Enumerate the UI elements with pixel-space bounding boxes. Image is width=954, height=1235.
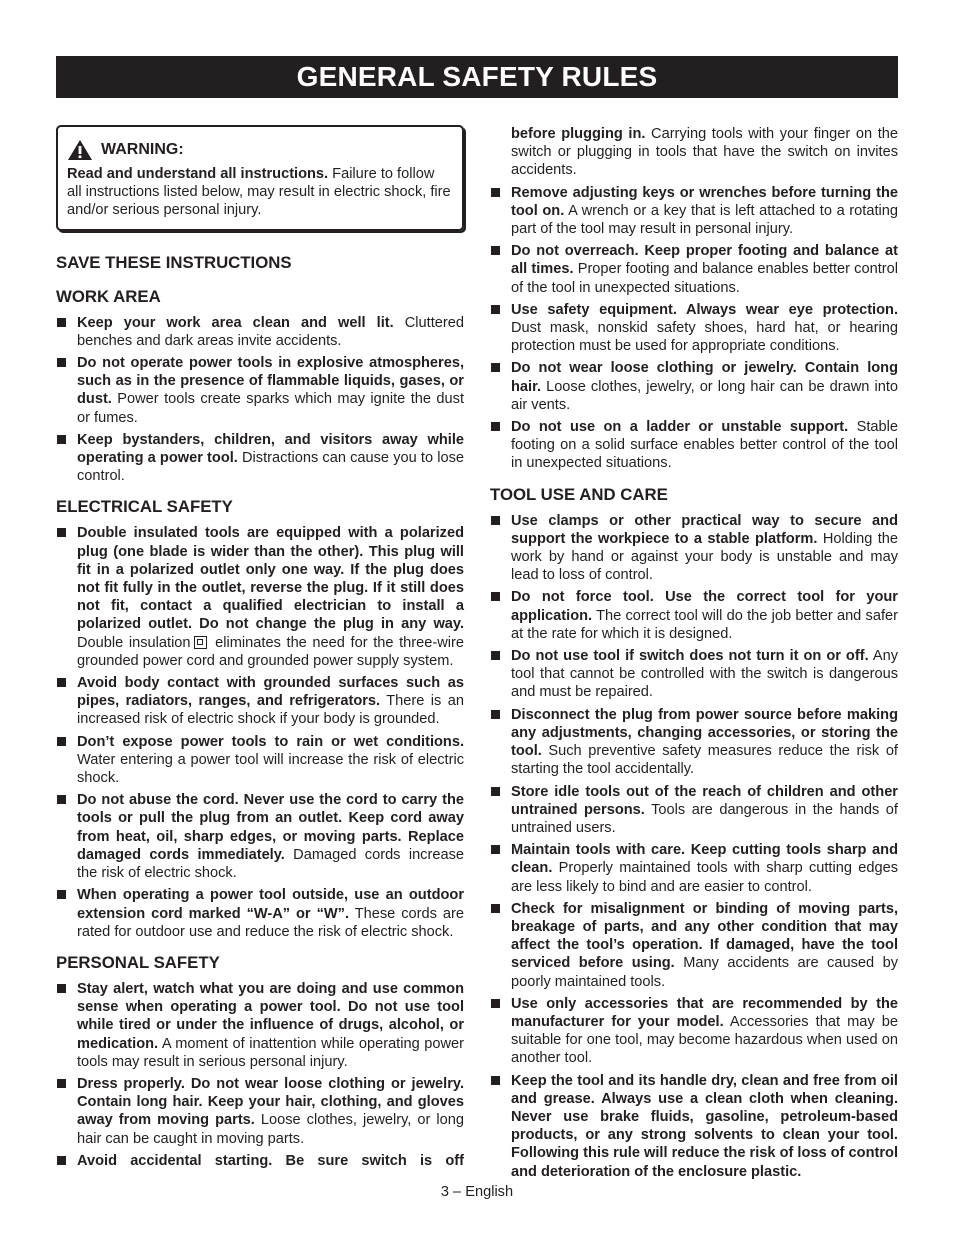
- left-column: [56, 125, 464, 1174]
- tool-use-heading: TOOL USE AND CARE: [490, 484, 668, 504]
- page-title: GENERAL SAFETY RULES: [56, 56, 898, 98]
- list-item: Do not abuse the cord. Never use the cord to carry the tools or pull the plug from an outlet. Keep cord away from heat, oil, sharp edges, or moving parts. Replace damaged cords immediately. Damaged cords increase the risk of electric shock.: [56, 791, 464, 882]
- electrical-safety-list: [56, 524, 464, 940]
- list-item: Remove adjusting keys or wrenches before turning the tool on. A wrench or a key that is left attached to a rotating part of the tool may result in personal injury.: [490, 184, 898, 239]
- bullet-icon: [57, 435, 66, 444]
- bullet-icon: [57, 1079, 66, 1088]
- personal-safety-list-continued: [490, 184, 898, 473]
- list-item: Avoid accidental starting. Be sure switch is off: [56, 1152, 464, 1170]
- bullet-icon: [491, 516, 500, 525]
- bullet-icon: [491, 999, 500, 1008]
- list-item: Check for misalignment or binding of moving parts, breakage of parts, and any other condition that may affect the tool’s operation. If damaged, have the tool serviced before using. Many accidents are caused by poorly maintained tools.: [490, 900, 898, 991]
- list-item: Disconnect the plug from power source before making any adjustments, changing accessories, or storing the tool. Such preventive safety measures reduce the risk of starting the tool accidentally.: [490, 706, 898, 779]
- list-item: Avoid body contact with grounded surfaces such as pipes, radiators, ranges, and refrigerators. There is an increased risk of electric shock if your body is grounded.: [56, 674, 464, 729]
- page-footer: 3 – English: [440, 1184, 514, 1200]
- work-area-heading: WORK AREA: [56, 286, 161, 306]
- list-item: Keep the tool and its handle dry, clean and free from oil and grease. Always use a clean cloth when cleaning. Never use brake fluids, gasoline, petroleum-based products, or any strong solvents to clean your tool. Following this rule will reduce the risk of loss of control and deterioration of the enclosure plastic.: [490, 1072, 898, 1181]
- bullet-icon: [57, 795, 66, 804]
- list-item: Keep your work area clean and well lit. Cluttered benches and dark areas invite accidents.: [56, 314, 464, 350]
- list-item: Stay alert, watch what you are doing and use common sense when operating a power tool. Do not use tool while tired or under the influence of drugs, alcohol, or medication. A moment of inattention while operating power tools may result in serious personal injury.: [56, 980, 464, 1071]
- list-item: Use safety equipment. Always wear eye protection. Dust mask, nonskid safety shoes, hard hat, or hearing protection must be used for appropriate conditions.: [490, 301, 898, 356]
- bullet-icon: [491, 710, 500, 719]
- list-item: Do not use on a ladder or unstable support. Stable footing on a solid surface enables better control of the tool in unexpected situations.: [490, 418, 898, 473]
- bullet-icon: [57, 358, 66, 367]
- electrical-safety-heading: ELECTRICAL SAFETY: [56, 497, 233, 517]
- list-item: Store idle tools out of the reach of children and other untrained persons. Tools are dangerous in the hands of untrained users.: [490, 783, 898, 838]
- bullet-icon: [57, 984, 66, 993]
- bullet-icon: [491, 363, 500, 372]
- list-item: Double insulated tools are equipped with a polarized plug (one blade is wider than the other). This plug will fit in a polarized outlet only one way. If the plug does not fit fully in the outlet, reverse the plug. If it still does not fit, contact a qualified electrician to install a polarized outlet. Do not change the plug in any way. Double insulation eliminates the need for the three-wire grounded power cord and grounded power supply system.: [56, 524, 464, 670]
- warning-box: [56, 125, 464, 231]
- personal-safety-heading: PERSONAL SAFETY: [56, 952, 220, 972]
- warning-triangle-icon: [67, 139, 93, 161]
- double-insulation-icon: [194, 636, 207, 649]
- bullet-icon: [57, 1156, 66, 1165]
- bullet-icon: [491, 422, 500, 431]
- bullet-icon: [491, 845, 500, 854]
- list-item: Use only accessories that are recommended by the manufacturer for your model. Accessories that may be suitable for one tool, may become hazardous when used on another tool.: [490, 995, 898, 1068]
- work-area-list: [56, 314, 464, 486]
- personal-safety-list: [56, 980, 464, 1170]
- list-item: Maintain tools with care. Keep cutting tools sharp and clean. Properly maintained tools with sharp cutting edges are less likely to bind and are easier to control.: [490, 841, 898, 896]
- list-item: Use clamps or other practical way to secure and support the workpiece to a stable platform. Holding the work by hand or against your body is unstable and may lead to loss of control.: [490, 512, 898, 585]
- list-item: When operating a power tool outside, use an outdoor extension cord marked “W-A” or “W”. These cords are rated for outdoor use and reduce the risk of electric shock.: [56, 886, 464, 941]
- bullet-icon: [57, 678, 66, 687]
- bullet-icon: [491, 787, 500, 796]
- warning-label: WARNING:: [101, 140, 184, 158]
- bullet-icon: [57, 737, 66, 746]
- list-item: Keep bystanders, children, and visitors away while operating a power tool. Distractions can cause you to lose control.: [56, 431, 464, 486]
- right-column: [490, 125, 898, 1185]
- bullet-icon: [491, 904, 500, 913]
- bullet-icon: [57, 528, 66, 537]
- save-instructions-heading: SAVE THESE INSTRUCTIONS: [56, 252, 292, 272]
- bullet-icon: [491, 651, 500, 660]
- list-item: Dress properly. Do not wear loose clothing or jewelry. Contain long hair. Keep your hair, clothing, and gloves away from moving parts. Loose clothes, jewelry, or long hair can be caught in moving parts.: [56, 1075, 464, 1148]
- bullet-icon: [491, 246, 500, 255]
- bullet-icon: [491, 305, 500, 314]
- tool-use-list: [490, 512, 898, 1181]
- list-item: Don’t expose power tools to rain or wet conditions. Water entering a power tool will increase the risk of electric shock.: [56, 733, 464, 788]
- bullet-icon: [491, 1076, 500, 1085]
- list-item-continuation: before plugging in. Carrying tools with your finger on the switch or plugging in tools that have the switch on invites accidents.: [511, 126, 898, 179]
- list-item: Do not overreach. Keep proper footing and balance at all times. Proper footing and balance enables better control of the tool in unexpected situations.: [490, 242, 898, 297]
- bullet-icon: [491, 188, 500, 197]
- warning-text: Read and understand all instructions. Failure to follow all instructions listed below, may result in electric shock, fire and/or serious personal injury.: [67, 166, 451, 219]
- bullet-icon: [57, 318, 66, 327]
- bullet-icon: [57, 890, 66, 899]
- list-item: Do not operate power tools in explosive atmospheres, such as in the presence of flammable liquids, gases, or dust. Power tools create sparks which may ignite the dust or fumes.: [56, 354, 464, 427]
- list-item: Do not use tool if switch does not turn it on or off. Any tool that cannot be controlled with the switch is dangerous and must be repaired.: [490, 647, 898, 702]
- warning-header: [67, 139, 453, 161]
- list-item: Do not wear loose clothing or jewelry. Contain long hair. Loose clothes, jewelry, or long hair can be drawn into air vents.: [490, 359, 898, 414]
- bullet-icon: [491, 592, 500, 601]
- list-item: Do not force tool. Use the correct tool for your application. The correct tool will do the job better and safer at the rate for which it is designed.: [490, 588, 898, 643]
